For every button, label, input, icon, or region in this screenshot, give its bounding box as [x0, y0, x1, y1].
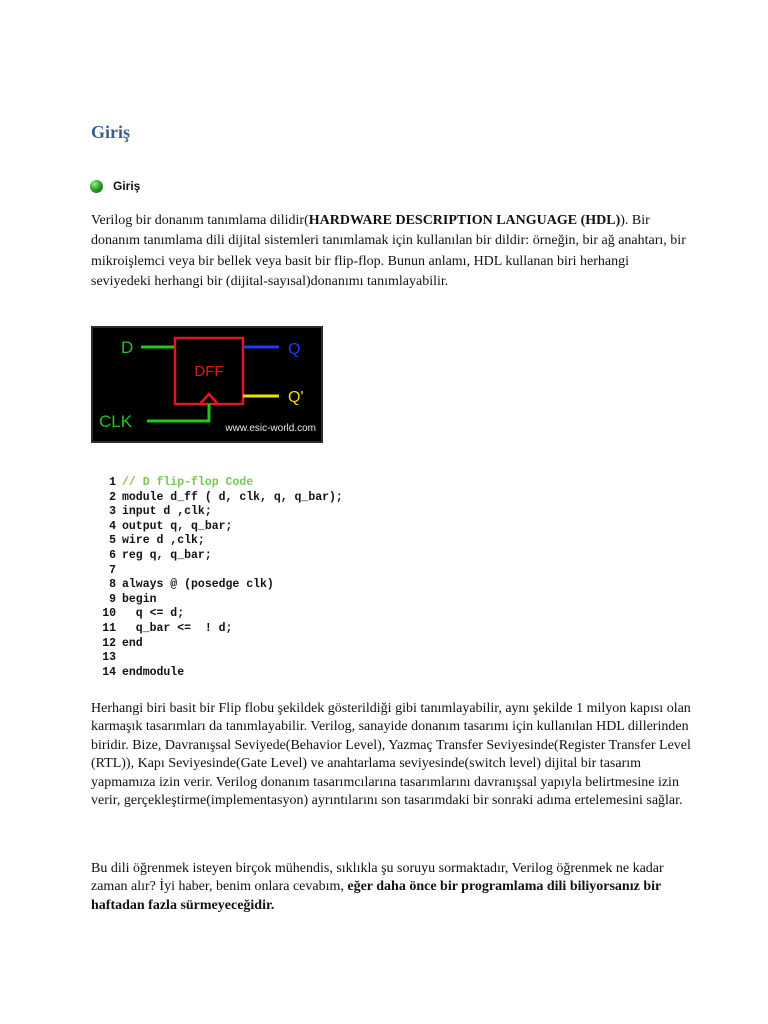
code-text: begin	[122, 592, 157, 606]
code-text: module d_ff ( d, clk, q, q_bar);	[122, 490, 343, 504]
code-line	[92, 564, 343, 579]
code-text: q <= d;	[122, 607, 185, 621]
code-text: wire d ,clk;	[122, 534, 205, 548]
line-number: 5	[109, 534, 116, 548]
bullet-label: Giriş	[113, 179, 141, 193]
code-text: reg q, q_bar;	[122, 548, 212, 562]
body-paragraph-3	[91, 860, 691, 915]
intro-paragraph	[91, 211, 691, 293]
dff-diagram-image	[91, 326, 323, 443]
code-text: // D flip-flop Code	[122, 476, 254, 489]
line-number: 13	[102, 651, 116, 665]
section-heading: Giriş	[91, 122, 130, 142]
code-text: q_bar <= ! d;	[122, 621, 233, 635]
intro-lead: Verilog bir donanım tanımlama dilidir(	[91, 213, 309, 228]
code-text: always @ (posedge clk)	[122, 578, 274, 592]
watermark: www.esic-world.com	[225, 423, 316, 434]
code-line	[92, 607, 343, 622]
code-line	[92, 578, 343, 593]
body-paragraph-2: Herhangi biri basit bir Flip flobu şekildek gösterildiği gibi tanımlayabilir, aynı şekilde 1 milyon kapısı olan karmaşık tasarımları da tanımlayabilir. Verilog, sanayide donanım tasarımı için kullanılan HDL dillerinden biridir. Bize, Davranışsal Seviyede(Behavior Level), Yazmaç Transfer Seviyesinde(Register Transfer Level (RTL)), Kapı Seviyesinde(Gate Level) ve anahtarlama seviyesinde(switch level) dijital bir tasarım yapmamıza izin verir. Verilog donanım tasarımcılarına tasarımlarını davranışsal yapıyla belirtmesine izin verir, gerçekleştirme(implementasyon) ayrıntılarını son tasarımdaki bir sonraki adıma ertelemesini sağlar.	[91, 701, 691, 809]
line-number: 9	[109, 592, 116, 606]
line-number: 7	[109, 563, 116, 577]
code-line	[92, 520, 343, 535]
intro-rest: ). Bir donanım tanımlama dili dijital sistemleri tanımlamak için kullanılan bir dildir: örneğin, bir ağ anahtarı, bir mikroişlemci veya bir bellek veya basit bir flip-flop. Bunun anlamı, HDL kullanan biri herhangi seviyedeki herhangi bir (dijital-sayısal)donanımı tanımlayabilir.	[91, 213, 686, 290]
code-text: output q, q_bar;	[122, 519, 233, 533]
bullet-item	[90, 179, 140, 193]
code-line	[92, 666, 343, 681]
line-number: 3	[109, 505, 116, 519]
code-line	[92, 505, 343, 520]
code-line	[92, 491, 343, 506]
code-text: end	[122, 636, 143, 650]
green-bullet-icon	[90, 180, 103, 193]
label-d: D	[121, 338, 134, 357]
code-line	[92, 651, 343, 666]
line-number: 4	[109, 519, 116, 533]
line-number: 8	[109, 578, 116, 592]
code-text: input d ,clk;	[122, 505, 212, 519]
line-number: 11	[102, 621, 116, 635]
label-clk: CLK	[99, 412, 133, 431]
line-number: 1	[109, 476, 116, 489]
code-line	[92, 476, 343, 491]
label-q: Q	[288, 341, 301, 358]
body3-lead: Bu dili öğrenmek isteyen birçok mühendis, sıklıkla şu soruyu sormaktadır, Verilog öğrenmek ne kadar zaman alır? İyi haber, benim onlara cevabım,	[91, 861, 664, 895]
code-line	[92, 534, 343, 549]
line-number: 14	[102, 665, 116, 679]
code-line	[92, 622, 343, 637]
code-text: endmodule	[122, 665, 185, 679]
label-qbar: Q'	[288, 389, 304, 406]
code-listing	[92, 476, 343, 680]
code-line	[92, 637, 343, 652]
line-number: 2	[109, 490, 116, 504]
line-number: 10	[102, 607, 116, 621]
label-dff: DFF	[194, 363, 224, 380]
code-line	[92, 593, 343, 608]
body3-bold: eğer daha önce bir programlama dili biliyorsanız bir haftadan fazla sürmeyeceğidir.	[91, 879, 661, 913]
line-number: 12	[102, 636, 116, 650]
line-number: 6	[109, 548, 116, 562]
code-line	[92, 549, 343, 564]
intro-bold-term: HARDWARE DESCRIPTION LANGUAGE (HDL)	[308, 213, 621, 228]
